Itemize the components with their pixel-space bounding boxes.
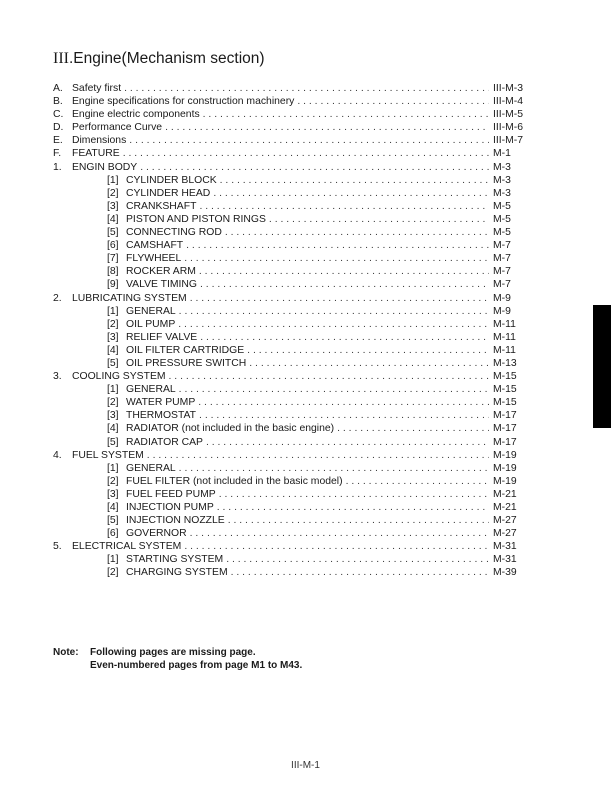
dot-leader	[200, 331, 489, 344]
toc-entry-page: M-27	[490, 527, 531, 540]
toc-entry-lead	[53, 95, 489, 108]
toc-entry-number: [5]	[107, 436, 119, 448]
title-text: .Engine(Mechanism section)	[68, 50, 265, 67]
toc-entry-page: M-15	[490, 396, 531, 409]
toc-entry-number: [3]	[107, 488, 119, 500]
toc-entry-page: M-5	[490, 226, 531, 239]
dot-leader	[297, 95, 489, 108]
toc-entry-title: GENERAL	[126, 462, 176, 474]
toc-entry-title: CYLINDER HEAD	[126, 187, 211, 199]
toc-entry-title: GENERAL	[126, 305, 176, 317]
toc-entry-title: RADIATOR (not included in the basic engine)	[126, 423, 335, 435]
toc-entry-number: [5]	[107, 227, 119, 239]
toc-entry-lead	[107, 265, 489, 278]
toc-entry-title: CAMSHAFT	[126, 240, 184, 252]
toc-entry-page: M-11	[490, 344, 531, 357]
toc-entry[interactable]	[53, 82, 531, 95]
dot-leader	[225, 226, 489, 239]
dot-leader	[184, 540, 489, 553]
toc-entry-page: III-M-7	[490, 134, 531, 147]
toc-entry-number: [4]	[107, 502, 119, 513]
dot-leader	[190, 292, 489, 305]
toc-entry-number: [1]	[107, 174, 119, 186]
toc-entry[interactable]	[53, 239, 531, 252]
toc-entry-lead	[107, 200, 489, 213]
toc-entry-title: FUEL SYSTEM	[72, 449, 144, 461]
toc-entry-lead	[107, 239, 489, 252]
dot-leader	[198, 396, 489, 409]
toc-entry-lead	[107, 475, 489, 488]
dot-leader	[184, 252, 489, 265]
toc-entry-title: WATER PUMP	[126, 397, 196, 409]
toc-entry[interactable]	[53, 462, 531, 475]
toc-entry-page: M-19	[490, 449, 531, 462]
toc-entry-lead	[107, 318, 489, 331]
toc-entry-page: M-3	[490, 187, 531, 200]
toc-entry-title: INJECTION PUMP	[126, 502, 214, 513]
toc-entry-number: [5]	[107, 357, 119, 369]
toc-entry-number: 4.	[53, 449, 62, 461]
toc-entry-lead	[107, 226, 489, 239]
toc-entry-title: FLYWHEEL	[126, 253, 182, 265]
toc-entry-lead	[107, 422, 489, 435]
toc-entry-number: B.	[53, 96, 63, 108]
toc-entry-page: M-13	[490, 357, 531, 370]
dot-leader	[186, 239, 489, 252]
toc-entry[interactable]	[53, 566, 531, 579]
toc-entry-number: [3]	[107, 331, 119, 343]
toc-entry-lead	[53, 108, 489, 121]
toc-entry-page: M-27	[490, 514, 531, 527]
toc-entry-title: VALVE TIMING	[126, 279, 198, 291]
dot-leader	[203, 108, 489, 121]
dot-leader	[140, 161, 489, 174]
toc-entry[interactable]	[53, 501, 531, 514]
toc-entry-page: M-5	[490, 213, 531, 226]
toc-entry-lead	[53, 161, 489, 174]
toc-entry[interactable]	[53, 436, 531, 449]
toc-entry-title: RADIATOR CAP	[126, 436, 203, 448]
toc-entry-title: OIL PUMP	[126, 318, 176, 330]
toc-entry-page: M-11	[490, 318, 531, 331]
toc-entry[interactable]	[53, 161, 531, 174]
toc-entry-title: CHARGING SYSTEM	[126, 567, 228, 579]
title-roman-numeral: III	[53, 50, 69, 67]
toc-entry-lead	[53, 540, 489, 553]
toc-entry[interactable]	[53, 488, 531, 501]
toc-entry[interactable]	[53, 540, 531, 553]
toc-entry-page: M-7	[490, 239, 531, 252]
toc-entry-title: ROCKER ARM	[126, 266, 196, 278]
toc-entry-page: III-M-3	[490, 82, 531, 95]
toc-entry-number: [1]	[107, 462, 119, 474]
toc-entry-lead	[107, 409, 489, 422]
dot-leader	[199, 409, 489, 422]
toc-entry[interactable]	[53, 357, 531, 370]
toc-entry-number: [1]	[107, 305, 119, 317]
toc-entry-page: M-5	[490, 200, 531, 213]
toc-entry-lead	[107, 252, 489, 265]
dot-leader	[226, 553, 489, 566]
toc-entry-lead	[107, 278, 489, 291]
toc-entry[interactable]	[53, 527, 531, 540]
toc-entry[interactable]	[53, 318, 531, 331]
toc-entry-page: M-21	[490, 501, 531, 514]
toc-entry-page: M-31	[490, 540, 531, 553]
page-title	[53, 50, 265, 68]
toc-entry-number: [1]	[107, 384, 119, 396]
toc-entry-page: M-39	[490, 566, 531, 579]
toc-entry-page: M-21	[490, 488, 531, 501]
toc-entry-number: [4]	[107, 423, 119, 435]
toc-entry-lead	[107, 566, 489, 579]
toc-entry-page: III-M-4	[490, 95, 531, 108]
toc-entry-number: E.	[53, 135, 63, 147]
page-number: III-M-1	[291, 760, 320, 771]
toc-entry-title: THERMOSTAT	[126, 410, 197, 422]
dot-leader	[179, 305, 489, 318]
toc-entry[interactable]	[53, 305, 531, 318]
toc-entry-lead	[107, 462, 489, 475]
toc-entry-title: COOLING SYSTEM	[72, 371, 166, 383]
toc-entry-number: [8]	[107, 266, 119, 278]
toc-entry-page: III-M-5	[490, 108, 531, 121]
toc-entry-title: Performance Curve	[72, 122, 163, 134]
toc-entry-page: M-7	[490, 252, 531, 265]
toc-entry-title: ELECTRICAL SYSTEM	[72, 541, 182, 553]
toc-entry-number: [3]	[107, 200, 119, 212]
dot-leader	[179, 383, 489, 396]
toc-entry[interactable]	[53, 147, 531, 160]
toc-entry-lead	[53, 292, 489, 305]
dot-leader	[178, 318, 489, 331]
toc-entry[interactable]	[53, 422, 531, 435]
toc-entry-lead	[53, 370, 489, 383]
toc-entry-lead	[107, 187, 489, 200]
toc-entry-number: F.	[53, 148, 62, 160]
dot-leader	[346, 475, 489, 488]
toc-entry-page: M-7	[490, 278, 531, 291]
note-block	[53, 646, 302, 672]
toc-entry-lead	[53, 82, 489, 95]
toc-entry[interactable]	[53, 383, 531, 396]
toc-entry-page: M-3	[490, 174, 531, 187]
toc-entry-page: M-3	[490, 161, 531, 174]
toc-entry-page: M-15	[490, 370, 531, 383]
toc-entry-lead	[53, 449, 489, 462]
toc-entry-page: M-19	[490, 475, 531, 488]
toc-entry[interactable]	[53, 370, 531, 383]
toc-entry-title: FEATURE	[72, 148, 120, 160]
toc-entry-number: [4]	[107, 213, 119, 225]
dot-leader	[200, 278, 489, 291]
toc-entry[interactable]	[53, 475, 531, 488]
toc-entry-title: OIL FILTER CARTRIDGE	[126, 344, 245, 356]
dot-leader	[220, 174, 489, 187]
toc-entry-lead	[107, 527, 489, 540]
toc-entry-number: [2]	[107, 397, 119, 409]
toc-entry-page: M-11	[490, 331, 531, 344]
dot-leader	[231, 566, 489, 579]
toc-entry[interactable]	[53, 213, 531, 226]
toc-entry-page: M-19	[490, 462, 531, 475]
toc-entry-title: GENERAL	[126, 384, 176, 396]
toc-entry[interactable]	[53, 226, 531, 239]
toc-entry-title: OIL PRESSURE SWITCH	[126, 357, 247, 369]
toc-entry-lead	[107, 305, 489, 318]
toc-entry-lead	[107, 553, 489, 566]
toc-entry-number: [6]	[107, 240, 119, 252]
dot-leader	[147, 449, 489, 462]
dot-leader	[249, 357, 489, 370]
toc-entry[interactable]	[53, 449, 531, 462]
toc-entry-title: Engine specifications for construction machinery	[72, 96, 295, 108]
toc-entry-title: INJECTION NOZZLE	[126, 515, 225, 527]
toc-entry[interactable]	[53, 187, 531, 200]
toc-entry-number: [2]	[107, 567, 119, 579]
toc-entry-title: PISTON AND PISTON RINGS	[126, 213, 266, 225]
toc-entry[interactable]	[53, 331, 531, 344]
toc-entry-title: CYLINDER BLOCK	[126, 174, 217, 186]
toc-entry-title: STARTING SYSTEM	[126, 554, 224, 566]
toc-entry-number: 3.	[53, 371, 62, 383]
dot-leader	[269, 213, 489, 226]
toc-entry-page: III-M-6	[490, 121, 531, 134]
toc-entry-lead	[53, 147, 489, 160]
dot-leader	[219, 488, 489, 501]
table-of-contents	[53, 82, 531, 580]
toc-entry-title: Engine electric components	[72, 109, 200, 121]
toc-entry-number: [2]	[107, 187, 119, 199]
toc-entry-title: FUEL FILTER (not included in the basic model)	[126, 475, 343, 487]
toc-entry-page: M-9	[490, 292, 531, 305]
toc-entry-title: CONNECTING ROD	[126, 227, 222, 239]
section-thumb-tab	[593, 305, 611, 428]
toc-entry-title: CRANKSHAFT	[126, 200, 197, 212]
toc-entry-title: Safety first	[72, 83, 122, 94]
toc-entry[interactable]	[53, 396, 531, 409]
toc-entry-page: M-31	[490, 553, 531, 566]
toc-entry-lead	[107, 488, 489, 501]
toc-entry-lead	[107, 344, 489, 357]
toc-entry-number: 5.	[53, 541, 62, 553]
toc-entry-lead	[53, 134, 489, 147]
toc-entry-lead	[107, 357, 489, 370]
dot-leader	[199, 265, 489, 278]
toc-entry-number: [4]	[107, 344, 119, 356]
toc-entry[interactable]	[53, 278, 531, 291]
toc-entry[interactable]	[53, 174, 531, 187]
toc-entry-lead	[107, 383, 489, 396]
toc-entry-page: M-17	[490, 409, 531, 422]
toc-entry-lead	[107, 213, 489, 226]
dot-leader	[169, 370, 489, 383]
toc-entry-title: LUBRICATING SYSTEM	[72, 292, 187, 304]
toc-entry-title: Dimensions	[72, 135, 127, 147]
toc-entry-lead	[107, 501, 489, 514]
toc-entry-page: M-17	[490, 436, 531, 449]
dot-leader	[124, 82, 489, 95]
toc-entry-lead	[107, 514, 489, 527]
note-line-1: Following pages are missing page.	[90, 647, 256, 658]
toc-entry-title: FUEL FEED PUMP	[126, 488, 216, 500]
toc-entry-number: [2]	[107, 318, 119, 330]
toc-entry-number: A.	[53, 83, 63, 94]
toc-entry-number: [6]	[107, 528, 119, 540]
dot-leader	[206, 436, 489, 449]
dot-leader	[190, 527, 489, 540]
toc-entry[interactable]	[53, 344, 531, 357]
toc-entry[interactable]	[53, 252, 531, 265]
toc-entry-title: ENGIN BODY	[72, 161, 138, 173]
toc-entry[interactable]	[53, 292, 531, 305]
toc-entry-number: 2.	[53, 292, 62, 304]
toc-entry-number: [9]	[107, 279, 119, 291]
note-line-2: Even-numbered pages from page M1 to M43.	[90, 660, 303, 671]
toc-entry-page: M-9	[490, 305, 531, 318]
toc-entry-lead	[53, 121, 489, 134]
toc-entry[interactable]	[53, 95, 531, 108]
toc-entry[interactable]	[53, 134, 531, 147]
dot-leader	[217, 501, 489, 514]
toc-entry-number: [2]	[107, 475, 119, 487]
dot-leader	[337, 422, 489, 435]
toc-entry[interactable]	[53, 108, 531, 121]
toc-entry-page: M-15	[490, 383, 531, 396]
toc-entry-page: M-1	[490, 147, 531, 160]
toc-entry-page: M-7	[490, 265, 531, 278]
toc-entry[interactable]	[53, 409, 531, 422]
toc-entry-page: M-17	[490, 422, 531, 435]
dot-leader	[129, 134, 489, 147]
toc-entry[interactable]	[53, 514, 531, 527]
toc-entry-title: RELIEF VALVE	[126, 331, 198, 343]
dot-leader	[213, 187, 489, 200]
toc-entry-number: [1]	[107, 554, 119, 566]
dot-leader	[123, 147, 489, 160]
toc-entry-lead	[107, 436, 489, 449]
dot-leader	[165, 121, 489, 134]
dot-leader	[179, 462, 489, 475]
toc-entry[interactable]	[53, 121, 531, 134]
toc-entry-title: GOVERNOR	[126, 528, 187, 540]
toc-entry-number: C.	[53, 109, 64, 121]
dot-leader	[247, 344, 489, 357]
dot-leader	[228, 514, 489, 527]
note-label: Note:	[53, 647, 79, 658]
toc-entry[interactable]	[53, 200, 531, 213]
toc-entry-number: [5]	[107, 515, 119, 527]
toc-entry[interactable]	[53, 553, 531, 566]
toc-entry[interactable]	[53, 265, 531, 278]
toc-entry-number: [3]	[107, 410, 119, 422]
toc-entry-lead	[107, 396, 489, 409]
toc-entry-number: [7]	[107, 253, 119, 265]
toc-entry-number: D.	[53, 122, 64, 134]
dot-leader	[199, 200, 489, 213]
toc-entry-lead	[107, 174, 489, 187]
toc-entry-lead	[107, 331, 489, 344]
toc-entry-number: 1.	[53, 161, 62, 173]
